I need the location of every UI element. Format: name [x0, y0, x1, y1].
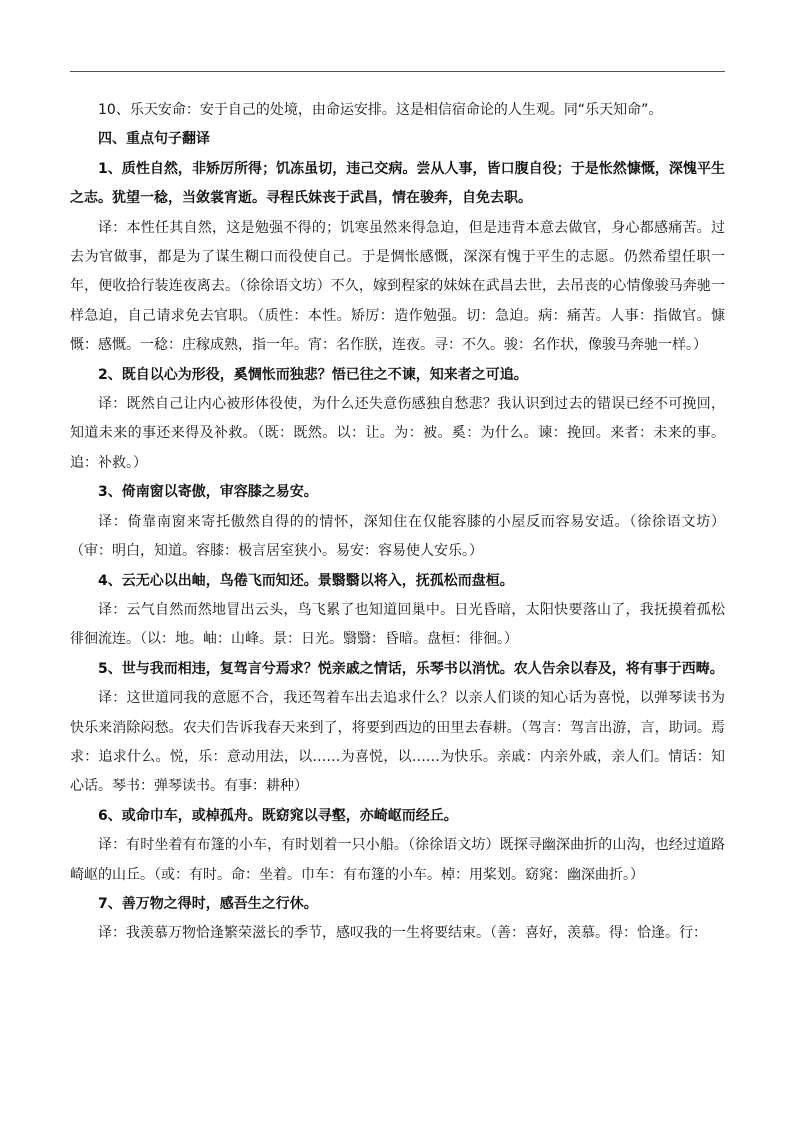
- source-sentence: 4、云无心以出岫，鸟倦飞而知还。景翳翳以将入，抚孤松而盘桓。: [98, 572, 514, 589]
- source-sentence: 3、倚南窗以寄傲，审容膝之易安。: [98, 484, 318, 501]
- source-sentence: 5、世与我而相违，复驾言兮焉求？悦亲戚之情话，乐琴书以消忧。农人告余以春及，将有事于西畴。: [98, 660, 724, 677]
- translation: 译：这世道同我的意愿不合，我还驾着车出去追求什么？以亲人们谈的知心话为喜悦，以弹琴读书为快乐来消除闷愁。农夫们告诉我春天来到了，将要到西边的田里去春耕。（驾言：驾言出游，言，助词。焉求：追求什么。悦，乐：意动用法，以……为喜悦，以……为快乐。亲戚：内亲外戚，亲人们。情话：知心话。琴书：弹琴读书。有事：耕种）: [70, 690, 725, 795]
- translation: 译：有时坐着有布篷的小车，有时划着一只小船。（徐徐语文坊）既探寻幽深曲折的山沟，也经过道路崎岖的山丘。（或：有时。命：坐着。巾车：有布篷的小车。棹：用桨划。窈窕：幽深曲折。）: [70, 837, 725, 883]
- source-sentence: 7、善万物之得时，感吾生之行休。: [98, 895, 318, 912]
- source-sentence: 2、既自以心为形役，奚惆怅而独悲？悟已往之不谏，知来者之可追。: [98, 366, 528, 383]
- translation: 译：云气自然而然地冒出云头，鸟飞累了也知道回巢中。日光昏暗，太阳快要落山了，我抚摸着孤松徘徊流连。（以：地。岫：山峰。景：日光。翳翳：昏暗。盘桓：徘徊。）: [70, 601, 725, 648]
- translation: 译：本性任其自然，这是勉强不得的；饥寒虽然来得急迫，但是违背本意去做官，身心都感痛苦。过去为官做事，都是为了谋生糊口而役使自己。于是惆怅感慨，深深有愧于平生的志愿。仍然希望任职一年，便收拾行装连夜离去。（徐徐语文坊）不久，嫁到程家的妹妹在武昌去世，去吊丧的心情像骏马奔驰一样急迫，自己请求免去官职。（质性：本性。矫厉：造作勉强。切：急迫。病：痛苦。人事：指做官。慷慨：感慨。一稔：庄稼成熟，指一年。宵：名作朕，连夜。寻：不久。骏：名作状，像骏马奔驰一样。）: [70, 219, 725, 354]
- translation: 译：倚靠南窗来寄托傲然自得的的情怀，深知住在仅能容膝的小屋反而容易安适。（徐徐语文坊）（审：明白，知道。容膝：极言居室狭小。易安：容易使人安乐。）: [70, 513, 725, 560]
- header-rule: [70, 71, 725, 72]
- translation: 译：既然自己让内心被形体役使，为什么还失意伤感独自愁悲？我认识到过去的错误已经不可挽回，知道未来的事还来得及补救。（既：既然。以：让。为：被。奚：为什么。谏：挽回。来者：未来的事。追：补救。）: [70, 396, 725, 471]
- source-sentence: 1、质性自然，非矫厉所得；饥冻虽切，违己交病。尝从人事，皆口腹自役；于是怅然慷慨，深愧平生之志。犹望一稔，当敛裳宵逝。寻程氏妹丧于武昌，情在骏奔，自免去职。: [70, 160, 725, 207]
- section-heading: 四、重点句子翻译: [98, 131, 210, 148]
- definition-item: 10、乐天安命：安于自己的处境，由命运安排。这是相信宿命论的人生观。同“乐天知命”。: [98, 102, 663, 118]
- document-body: [70, 96, 725, 949]
- source-sentence: 6、或命巾车，或棹孤舟。既窈窕以寻壑，亦崎岖而经丘。: [98, 807, 458, 824]
- translation: 译：我羡慕万物恰逢繁荣滋长的季节，感叹我的一生将要结束。（善：喜好，羡慕。得：恰逢。行：: [98, 925, 707, 942]
